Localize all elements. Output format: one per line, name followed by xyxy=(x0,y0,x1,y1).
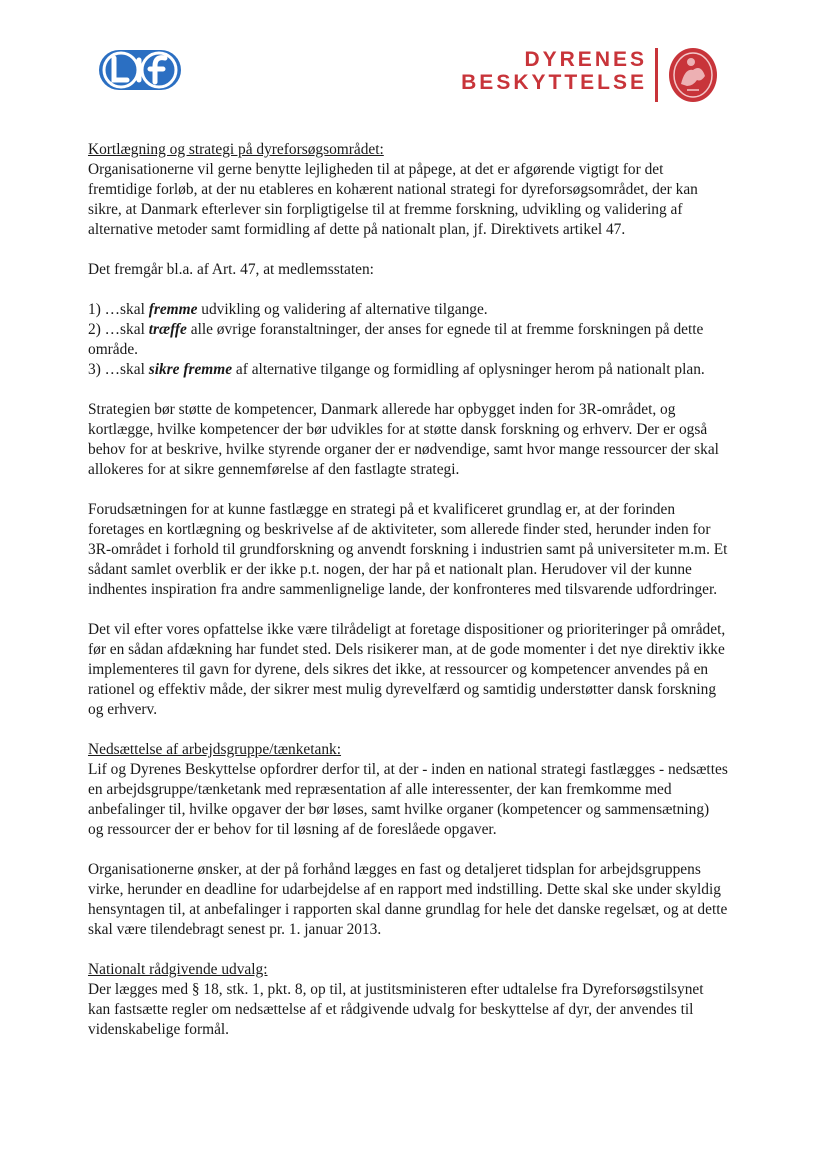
list-item-prefix: 3) …skal xyxy=(88,361,149,378)
section-paragraph: Der lægges med § 18, stk. 1, pkt. 8, op til, at justitsministeren efter udtalelse fra Dyreforsøgstilsynet kan fastsætte regler om nedsættelse af et rådgivende udvalg for beskyttelse af dyr, der anvendes til videnskabelige formål. xyxy=(88,981,704,1038)
list-item-text: alle øvrige foranstaltninger, der anses for egnede til at fremme forskningen på dette område. xyxy=(88,321,704,358)
paragraph-strategy: Strategien bør støtte de kompetencer, Danmark allerede har opbygget inden for 3R-området, og kortlægge, hvilke kompetencer der bør udvikles for at støtte dansk forskning og erhverv. Der er også behov for at beskrive, hvilke styrende organer der er nødvendige, samt hvor mange ressourcer der skal allokeres for at sikre gennemførelse af den fastlagte strategi. xyxy=(88,401,719,478)
section-heading: Kortlægning og strategi på dyreforsøgsområdet: xyxy=(88,141,384,158)
section-heading: Nedsættelse af arbejdsgruppe/tænketank: xyxy=(88,741,342,758)
list-item xyxy=(88,320,728,360)
paragraph-advice: Det vil efter vores opfattelse ikke være tilrådeligt at foretage dispositioner og prioriteringer på området, før en sådan afdækning har fundet sted. Dels risikerer man, at de gode momenter i det nye direktiv ikke implementeres til gavn for dyrene, dels sikres det ikke, at ressourcer og kompetencer anvendes på en rationel og effektiv måde, der sikrer mest mulig dyrevelfærd og samtidig understøtter dansk forskning og erhverv. xyxy=(88,621,726,718)
section-paragraph: Organisationerne vil gerne benytte lejligheden til at påpege, at det er afgørende vigtigt for det fremtidige forløb, at der nu etableres en kohærent national strategi for dyreforsøgsområdet, der kan sikre, at Danmark efterlever sin forpligtigelse til at fremme forskning, udvikling og validering af alternative metoder samt formidling af dette på nationalt plan, jf. Direktivets artikel 47. xyxy=(88,161,698,238)
logo-divider xyxy=(655,48,658,102)
list-item xyxy=(88,360,728,380)
seal-icon xyxy=(667,46,719,104)
art47-intro: Det fremgår bl.a. af Art. 47, at medlemsstaten: xyxy=(88,261,374,278)
lif-logo xyxy=(95,46,185,94)
list-item-prefix: 1) …skal xyxy=(88,301,149,318)
logo-line-1: DYRENES xyxy=(524,48,647,71)
list-item-text: udvikling og validering af alternative tilgange. xyxy=(197,301,488,318)
section-working-group xyxy=(88,740,728,840)
section-heading: Nationalt rådgivende udvalg: xyxy=(88,961,268,978)
art47-list xyxy=(88,300,728,380)
list-item xyxy=(88,300,728,320)
paragraph-timeline: Organisationerne ønsker, at der på forhånd lægges en fast og detaljeret tidsplan for arbejdsgruppens virke, herunder en deadline for udarbejdelse af en rapport med indstilling. Dette skal ske under skyldig hensyntagen til, at anbefalinger i rapporten skal danne grundlag for hele det danske regelsæt, og at dette skal være tilendebragt senest pr. 1. januar 2013. xyxy=(88,861,728,938)
section-paragraph: Lif og Dyrenes Beskyttelse opfordrer derfor til, at der - inden en national strategi fastlægges - nedsættes en arbejdsgruppe/tænketank med repræsentation af alle interessenter, der kan fremkomme med anbefalinger til, hvilke opgaver der bør løses, samt hvilke organer (kompetencer og sammensætning) og ressourcer der er behov for til løsning af de foreslåede opgaver. xyxy=(88,761,728,838)
list-item-prefix: 2) …skal xyxy=(88,321,149,338)
section-strategy xyxy=(88,140,728,240)
list-item-emphasis: fremme xyxy=(148,301,198,318)
list-item-text: af alternative tilgange og formidling af oplysninger herom på nationalt plan. xyxy=(232,361,705,378)
letter-body xyxy=(88,140,728,1060)
section-advisory xyxy=(88,960,728,1040)
list-item-emphasis: træffe xyxy=(148,321,187,338)
paragraph-premise: Forudsætningen for at kunne fastlægge en strategi på et kvalificeret grundlag er, at der forinden foretages en kortlægning og beskrivelse af de aktiviteter, som allerede finder sted, herunder inden for 3R-området i forhold til grundforskning og anvendt forskning i industrien samt på universiteter m.m. Et sådant samlet overblik er der ikke p.t. nogen, der har på et nationalt plan. Herudover vil der kunne indhentes inspiration fra andre sammenlignelige lande, der konfronteres med tilsvarende udfordringer. xyxy=(88,501,728,598)
list-item-emphasis: sikre fremme xyxy=(148,361,233,378)
logo-line-2: BESKYTTELSE xyxy=(461,71,647,94)
dyrenes-beskyttelse-logo xyxy=(461,46,727,106)
